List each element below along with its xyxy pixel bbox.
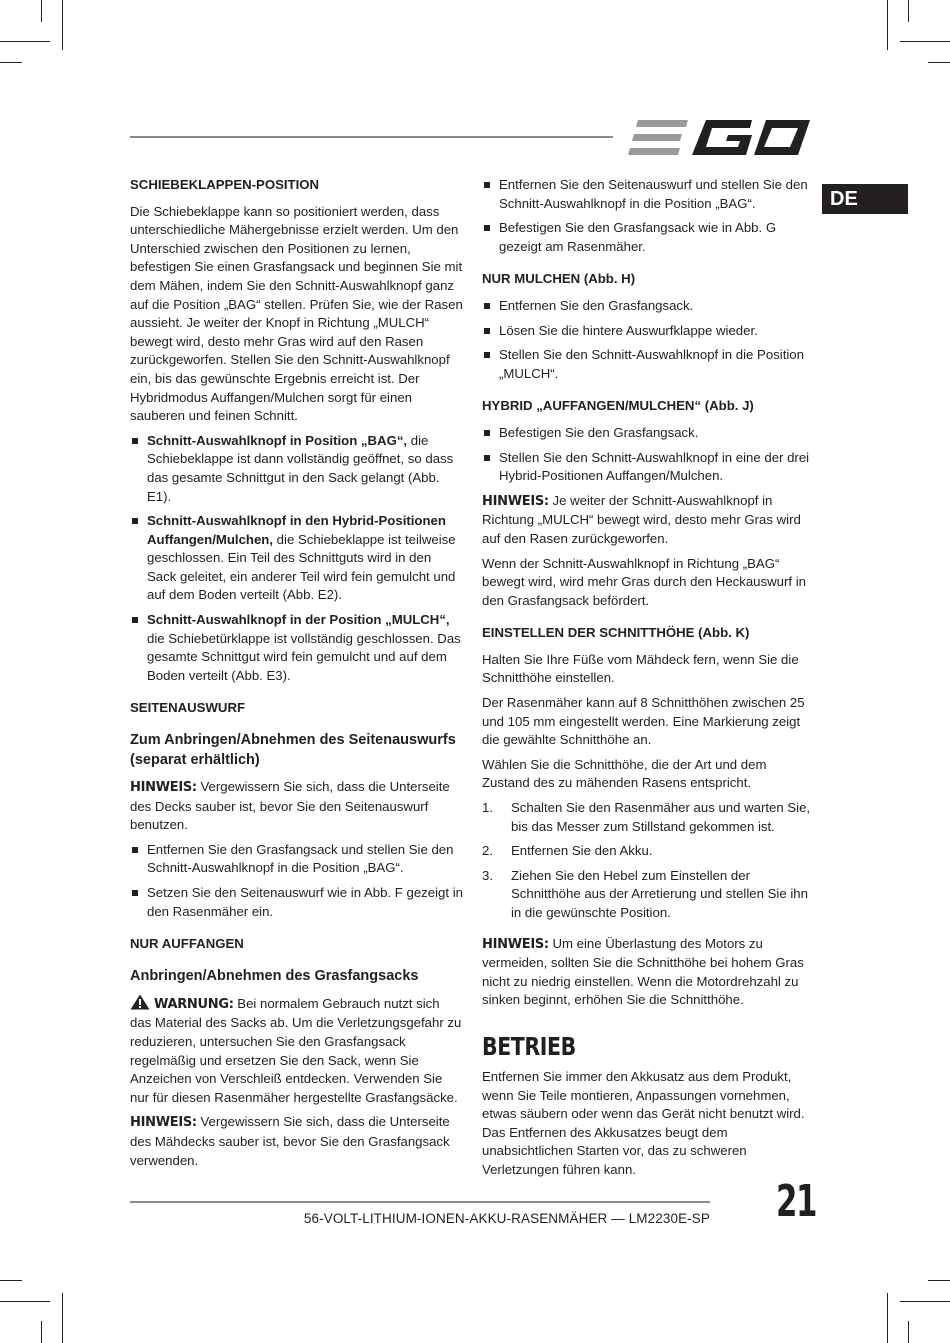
heading-nur-auffangen: NUR AUFFANGEN bbox=[130, 936, 244, 952]
list-item-bold: Schnitt-Auswahlknopf in der Position „MULCH“, bbox=[147, 612, 450, 628]
list-item: Setzen Sie den Seitenauswurf wie in Abb. F gezeigt in den Rasenmäher ein. bbox=[130, 884, 463, 921]
crop-mark bbox=[0, 62, 22, 63]
crop-mark bbox=[887, 1293, 888, 1343]
crop-mark bbox=[908, 0, 909, 22]
footer-title: 56-VOLT-LITHIUM-IONEN-AKKU-RASENMÄHER — LM2230E-SP bbox=[303, 1211, 710, 1226]
steps-list bbox=[482, 799, 815, 923]
crop-mark bbox=[62, 1293, 63, 1343]
step-number: 2. bbox=[482, 843, 493, 859]
height-paragraph-2: Der Rasenmäher kann auf 8 Schnitthöhen zwischen 25 und 105 mm eingestellt werden. Eine Markierung zeigt die gewählte Schnitthöhe an. bbox=[482, 695, 805, 748]
position-list bbox=[130, 432, 463, 686]
list-item-bold: Schnitt-Auswahlknopf in Position „BAG“, bbox=[147, 432, 408, 448]
left-column bbox=[130, 176, 463, 1176]
mulch-list bbox=[482, 297, 815, 383]
language-tab: DE bbox=[822, 184, 908, 214]
step-text: Entfernen Sie den Akku. bbox=[511, 843, 653, 859]
list-item: Stellen Sie den Schnitt-Auswahlknopf in die Position „MULCH“. bbox=[482, 346, 815, 383]
list-item-bold: Schnitt-Auswahlknopf in den Hybrid-Positionen Auffangen/Mulchen, bbox=[147, 513, 446, 547]
right-column bbox=[482, 176, 815, 1186]
bag-paragraph: Wenn der Schnitt-Auswahlknopf in Richtung „BAG“ bewegt wird, wird mehr Gras durch den Heckauswurf in den Grasfangsack befördert. bbox=[482, 555, 806, 608]
ego-logo-graphic bbox=[626, 115, 812, 160]
note-text: Um eine Überlastung des Motors zu vermeiden, sollten Sie die Schnitthöhe bei hohem Gras nicht zu niedrig einstellen. Wenn die Motordrehzahl zu sinken beginnt, erhöhen Sie die Schnitthöhe. bbox=[482, 935, 804, 1008]
crop-mark bbox=[928, 62, 950, 63]
warning-label: WARNUNG: bbox=[154, 996, 234, 1012]
page-number: 21 bbox=[776, 1176, 817, 1227]
list-item: Stellen Sie den Schnitt-Auswahlknopf in eine der drei Hybrid-Positionen Auffangen/Mulchen. bbox=[482, 449, 815, 486]
crop-mark bbox=[41, 0, 42, 22]
crop-mark bbox=[0, 1280, 22, 1281]
warning-paragraph bbox=[130, 994, 463, 1108]
step-number: 1. bbox=[482, 800, 493, 816]
step-text: Ziehen Sie den Hebel zum Einstellen der Schnitthöhe aus der Arretierung und stellen Sie ihn in die gewünschte Position. bbox=[511, 867, 808, 920]
side-list bbox=[130, 841, 463, 921]
list-item-text: die Schiebeklappe ist teilweise geschlossen. Ein Teil des Schnittguts wird in den Sack geleitet, ein anderer Teil wird fein gemulcht und auf dem Boden verteilt (Abb. E2). bbox=[147, 531, 456, 603]
warning-text: Bei normalem Gebrauch nutzt sich das Material des Sacks ab. Um die Verletzungsgefahr zu reduzieren, untersuchen Sie den Grasfangsack regelmäßig und ersetzen Sie den Sack, wenn Sie Anzeichen von Verschleiß entdecken. Verwenden Sie nur für diesen Rasenmäher hergestellte Grasfangsäcke. bbox=[130, 995, 462, 1105]
intro-paragraph: Die Schiebeklappe kann so positioniert werden, dass unterschiedliche Mähergebnisse erzielt werden. Um den Unterschied zwischen den Positionen zu lernen, befestigen Sie einen Grasfangsack und beginnen Sie mit dem Mähen, indem Sie den Schnitt-Auswahlknopf ganz auf die Position „BAG“ stellen. Prüfen Sie, wie der Rasen aussieht. Je weiter der Knopf in Richtung „MULCH“ bewegt wird, desto mehr Gras wird auf den Rasen zurückgeworfen. Stellen Sie den Schnitt-Auswahlknopf ein, bis das gewünschte Ergebnis erreicht ist. Der Hybridmodus Auffangen/Mulchen sorgt für einen sauberen und feinen Schnitt. bbox=[130, 203, 463, 424]
betrieb-paragraph: Entfernen Sie immer den Akkusatz aus dem Produkt, wenn Sie Teile montieren, Anpassungen vornehmen, etwas säubern oder wenn das Gerät nicht benutzt wird. Das Entfernen des Akkusatzes beugt dem unabsichtlichen Starten vor, das zu schweren Verletzungen führen kann. bbox=[482, 1068, 805, 1177]
list-item bbox=[130, 512, 463, 605]
note-paragraph bbox=[130, 778, 463, 835]
step-item bbox=[482, 842, 815, 861]
note-text: Vergewissern Sie sich, dass die Unterseite des Decks sauber ist, bevor Sie den Seitenauswurf benutzen. bbox=[130, 779, 450, 833]
crop-mark bbox=[887, 0, 888, 50]
hybrid-list bbox=[482, 424, 815, 486]
note-paragraph bbox=[130, 1113, 463, 1170]
crop-mark bbox=[900, 1301, 950, 1302]
crop-mark bbox=[900, 41, 950, 42]
list-item: Befestigen Sie den Grasfangsack. bbox=[482, 424, 815, 443]
heading-schiebeklappen-position: SCHIEBEKLAPPEN-POSITION bbox=[130, 177, 320, 192]
warning-triangle-graphic bbox=[130, 994, 150, 1010]
note-paragraph bbox=[482, 935, 815, 1010]
warning-triangle-icon bbox=[130, 994, 150, 1010]
height-paragraph-3: Wählen Sie die Schnitthöhe, die der Art und dem Zustand des zu mähenden Rasens entspricht. bbox=[482, 756, 767, 791]
heading-nur-mulchen: NUR MULCHEN (Abb. H) bbox=[482, 271, 636, 287]
list-item: Entfernen Sie den Grasfangsack. bbox=[482, 297, 815, 316]
note-label: HINWEIS: bbox=[482, 493, 549, 509]
step-number: 3. bbox=[482, 867, 493, 883]
list-item bbox=[130, 611, 463, 685]
crop-mark bbox=[0, 41, 50, 42]
heading-seitenauswurf: SEITENAUSWURF bbox=[130, 700, 246, 716]
step-item bbox=[482, 867, 815, 923]
note-label: HINWEIS: bbox=[130, 1115, 197, 1131]
heading-hybrid: HYBRID „AUFFANGEN/MULCHEN“ (Abb. J) bbox=[482, 398, 754, 414]
height-paragraph-1: Halten Sie Ihre Füße vom Mähdeck fern, wenn Sie die Schnitthöhe einstellen. bbox=[482, 651, 799, 686]
top-list bbox=[482, 176, 815, 256]
list-item-text: die Schiebetürklappe ist vollständig geschlossen. Das gesamte Schnittgut wird fein gemulcht und auf dem Boden verteilt (Abb. E3). bbox=[147, 630, 461, 683]
note-paragraph bbox=[482, 492, 815, 549]
header-rule bbox=[130, 136, 613, 138]
subheading-grasfangsack: Anbringen/Abnehmen des Grasfangsacks bbox=[130, 967, 419, 984]
crop-mark bbox=[41, 1321, 42, 1343]
list-item: Lösen Sie die hintere Auswurfklappe wieder. bbox=[482, 322, 815, 341]
step-item bbox=[482, 799, 815, 836]
crop-mark bbox=[908, 1321, 909, 1343]
note-text: Je weiter der Schnitt-Auswahlknopf in Richtung „MULCH“ bewegt wird, desto mehr Gras wird auf den Rasen zurückgeworfen. bbox=[482, 492, 801, 546]
crop-mark bbox=[928, 1280, 950, 1281]
note-label: HINWEIS: bbox=[130, 780, 197, 796]
list-item: Befestigen Sie den Grasfangsack wie in Abb. G gezeigt am Rasenmäher. bbox=[482, 219, 815, 256]
crop-mark bbox=[62, 0, 63, 50]
heading-schnitthoehe: EINSTELLEN DER SCHNITTHÖHE (Abb. K) bbox=[482, 625, 750, 641]
note-label: HINWEIS: bbox=[482, 936, 549, 952]
list-item: Entfernen Sie den Grasfangsack und stellen Sie den Schnitt-Auswahlknopf in die Position „BAG“. bbox=[130, 841, 463, 878]
footer-rule bbox=[130, 1201, 710, 1203]
note-text: Vergewissern Sie sich, dass die Unterseite des Mähdecks sauber ist, bevor Sie den Grasfangsack verwenden. bbox=[130, 1114, 450, 1168]
list-item: Entfernen Sie den Seitenauswurf und stellen Sie den Schnitt-Auswahlknopf in die Position „BAG“. bbox=[482, 176, 815, 213]
heading-betrieb: BETRIEB bbox=[482, 1031, 576, 1061]
list-item-text: die Schiebeklappe ist dann vollständig geöffnet, so dass das gesamte Schnittgut in den Sack gelangt (Abb. E1). bbox=[147, 432, 454, 504]
list-item bbox=[130, 432, 463, 506]
ego-logo bbox=[626, 115, 812, 160]
step-text: Schalten Sie den Rasenmäher aus und warten Sie, bis das Messer zum Stillstand gekommen ist. bbox=[511, 800, 811, 834]
crop-mark bbox=[0, 1301, 50, 1302]
subheading-seitenauswurf: Zum Anbringen/Abnehmen des Seitenauswurfs (separat erhältlich) bbox=[130, 732, 456, 769]
